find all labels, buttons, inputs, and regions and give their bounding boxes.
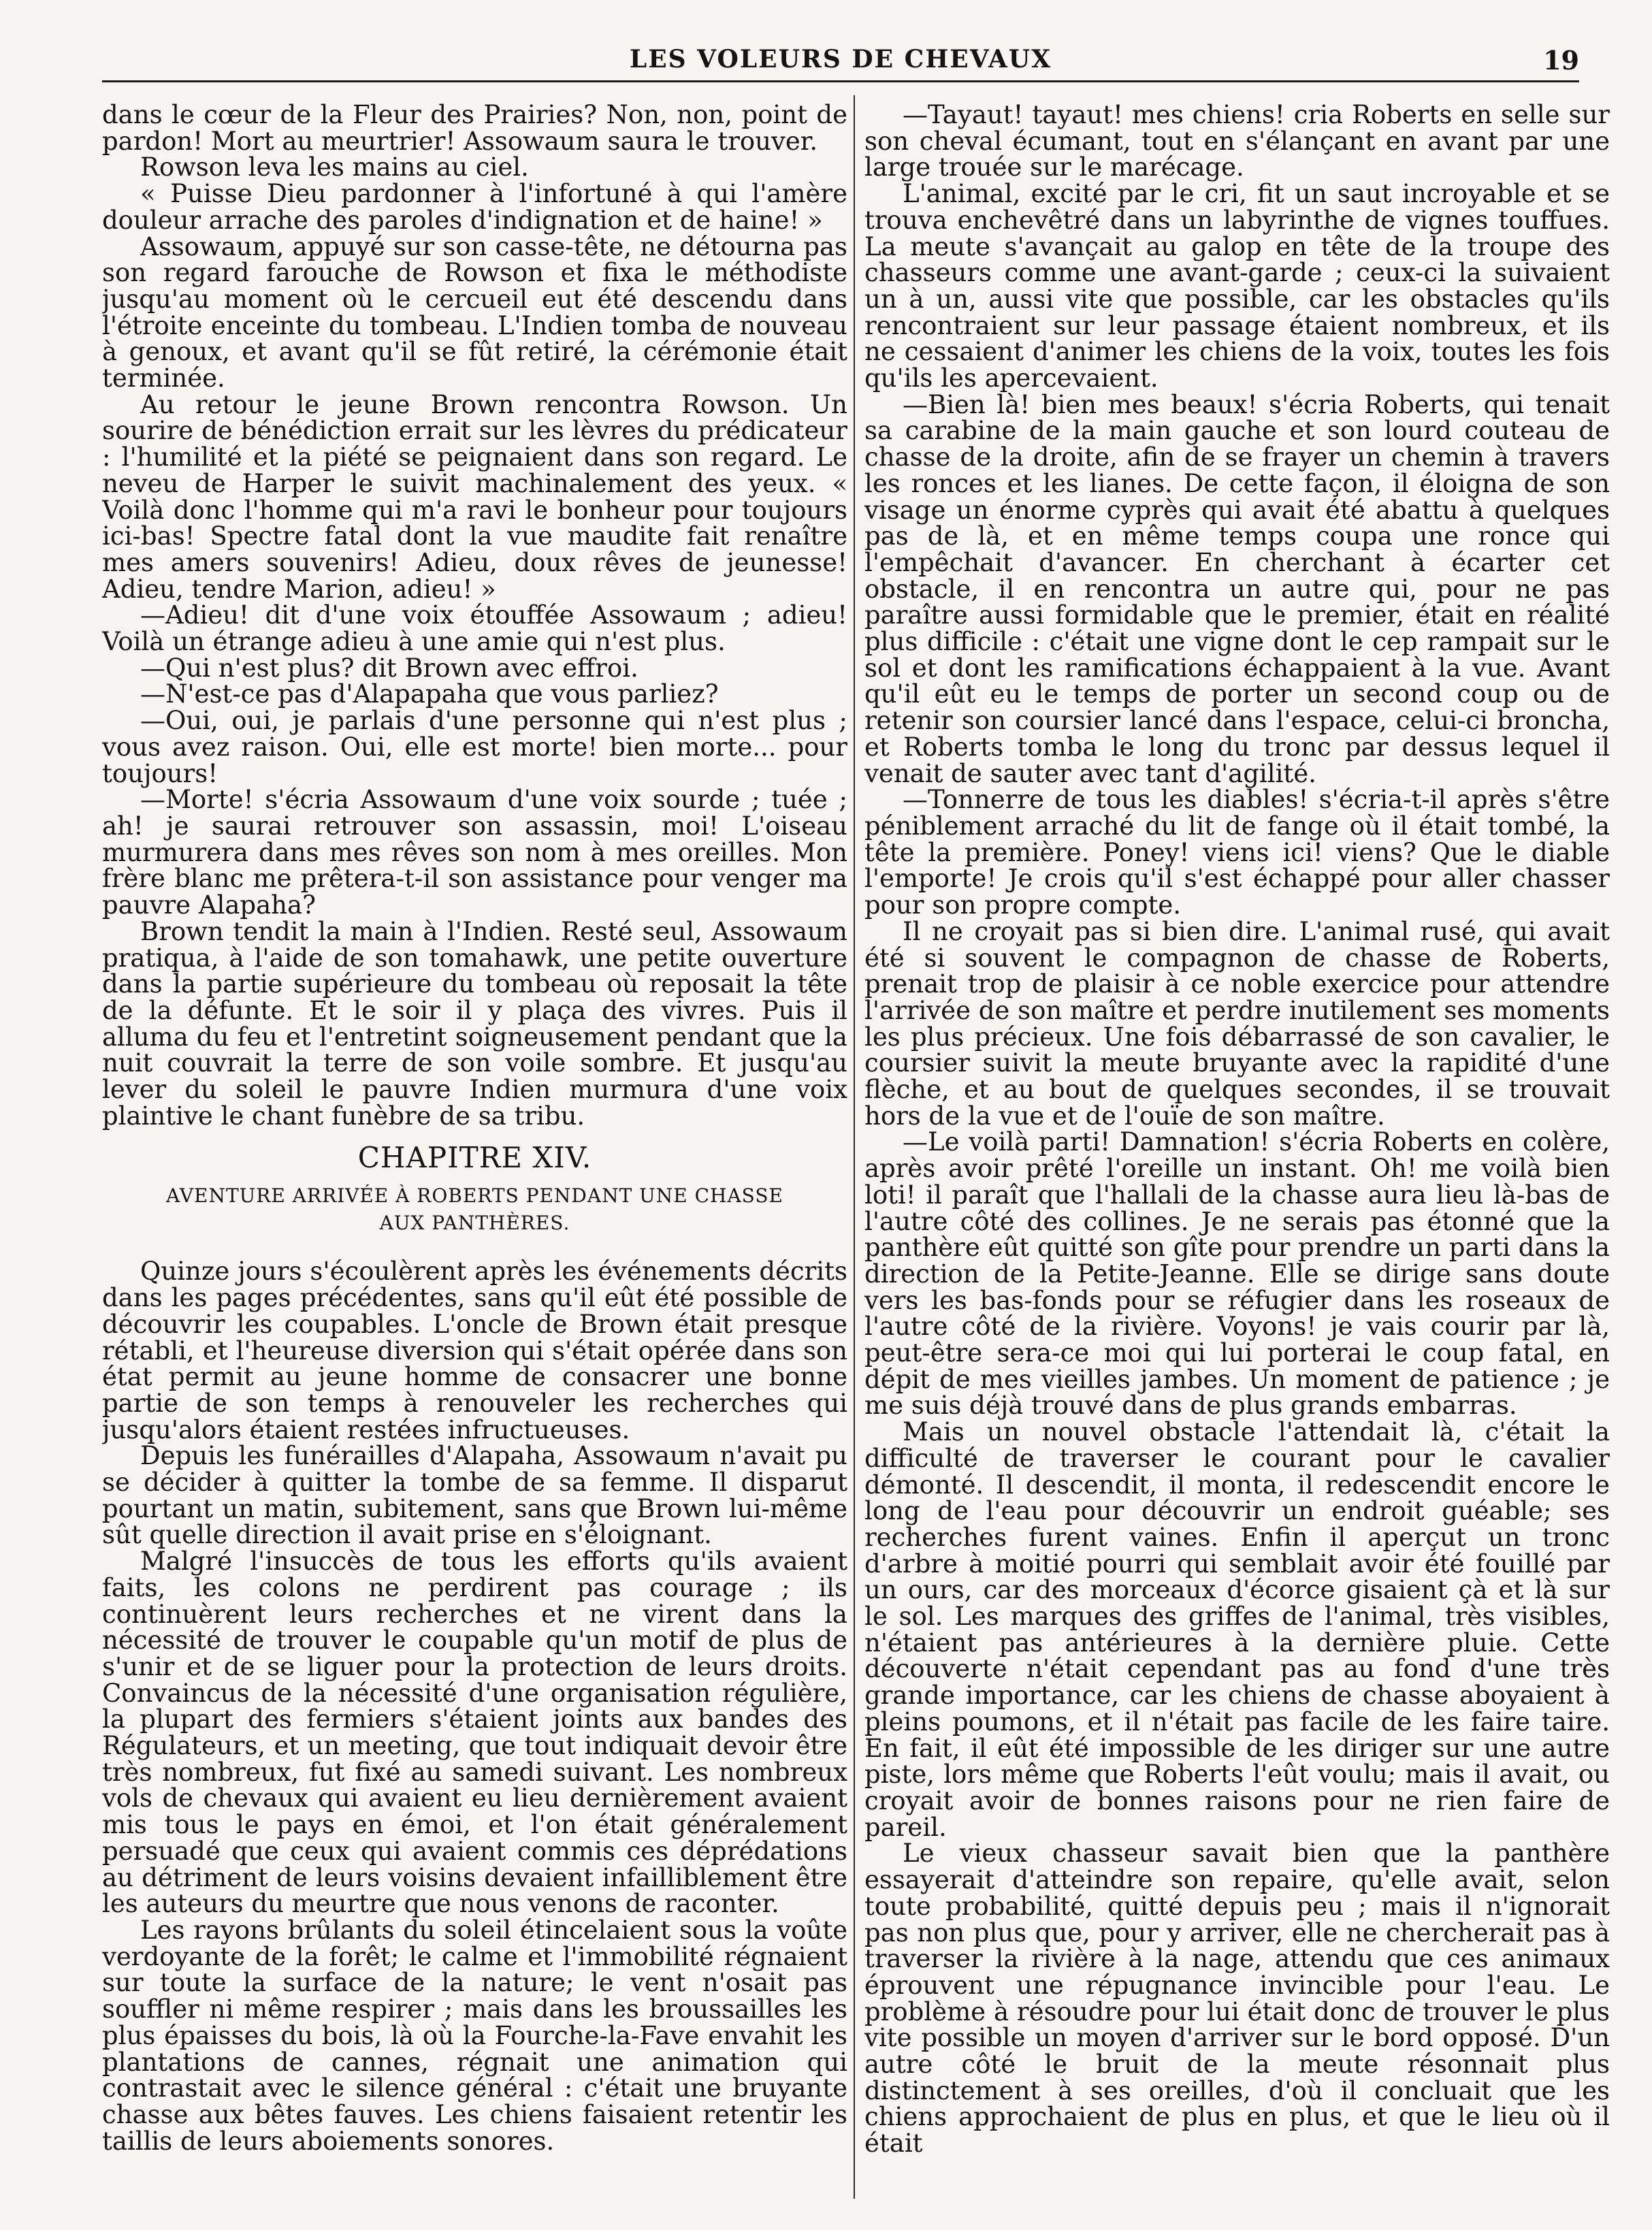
paragraph: Rowson leva les mains au ciel. bbox=[140, 152, 529, 182]
paragraph: « Puisse Dieu pardonner à l'infortuné à qui l'amère douleur arrache des paroles d'indignation et de haine! » bbox=[102, 179, 847, 235]
paragraph: Assowaum, appuyé sur son casse-tête, ne détourna pas son regard farouche de Rowson et fixa le méthodiste jusqu'au moment où le cercueil eut été descendu dans l'étroite enceinte du tombeau. L'Indien tomba de nouveau à genoux, et avant qu'il se fût retiré, la cérémonie était terminée. bbox=[102, 231, 847, 393]
paragraph: Malgré l'insuccès de tous les efforts qu'ils avaient faits, les colons ne perdirent pas courage ; ils continuèrent leurs recherches et ne virent dans la nécessité de trouver le coupable qu'un motif de plus de s'unir et de se liguer pour la protection de leurs droits. Convaincus de la nécessité d'une organisation régulière, la plupart des fermiers s'étaient joints aux bandes des Régulateurs, et un meeting, que tout indiquait devoir être très nombreux, fut fixé au samedi suivant. Les nombreux vols de chevaux qui avaient eu lieu dernièrement avaient mis tous le pays en émoi, et l'on était généralement persuadé que ceux qui avaient commis ces déprédations au détriment de leurs voisins devaient infailliblement être les auteurs du meurtre que nous venons de raconter. bbox=[102, 1547, 847, 1919]
paragraph: —Le voilà parti! Damnation! s'écria Roberts en colère, après avoir prêté l'oreille un instant. Oh! me voilà bien loti! il paraît que l'hallali de la chasse aura lieu là-bas de l'autre côté des collines. Je ne serais pas étonné que la panthère eût quitté son gîte pour prendre un parti dans la direction de la Petite-Jeanne. Elle se dirige sans doute vers les bas-fonds pour se réfugier dans les roseaux de l'autre côté de la rivière. Voyons! je vais courir par là, peut-être sera-ce moi qui lui porterai le coup fatal, en dépit de mes vieilles jambes. Un moment de patience ; je me suis déjà trouvé dans de plus grands embarras. bbox=[864, 1127, 1610, 1421]
paragraph: Mais un nouvel obstacle l'attendait là, c'était la difficulté de traverser le courant pour le cavalier démonté. Il descendit, il monta, il redescendit encore le long de l'eau pour découvrir un endroit guéable; ses recherches furent vaines. Enfin il aperçut un tronc d'arbre à moitié pourri qui semblait avoir été fouillé par un ours, car des morceaux d'écorce gisaient çà et là sur le sol. Les marques des griffes de l'animal, très visibles, n'étaient pas antérieures à la dernière pluie. Cette découverte n'était cependant pas au fond d'une très grande importance, car les chiens de chasse aboyaient à pleins poumons, et il n'était pas facile de les faire taire. En fait, il eût été impossible de les diriger sur une autre piste, lors même que Roberts l'eût voulu; mais il avait, ou croyait avoir de bonnes raisons pour ne rien faire de pareil. bbox=[864, 1417, 1610, 1842]
paragraph: Il ne croyait pas si bien dire. L'animal rusé, qui avait été si souvent le compagnon de chasse de Roberts, prenait trop de plaisir à ce noble exercice pour attendre l'arrivée de son maître et perdre inutilement ses moments les plus précieux. Une fois débarrassé de son cavalier, le coursier suivit la meute bruyante avec la rapidité d'une flèche, et au bout de quelques secondes, il se trouvait hors de la vue et de l'ouïe de son maître. bbox=[864, 916, 1610, 1131]
chapter-title: CHAPITRE XIV. bbox=[357, 1141, 592, 1175]
page-number: 19 bbox=[1543, 45, 1579, 76]
left-column bbox=[102, 102, 847, 2192]
paragraph: Brown tendit la main à l'Indien. Resté seul, Assowaum pratiqua, à l'aide de son tomahawk, une petite ouverture dans la partie supérieure du tombeau où reposait la tête de la défunte. Et le soir il y plaça des vivres. Puis il alluma du feu et l'entretint soigneusement pendant que la nuit couvrait la terre de son voile sombre. Et jusqu'au lever du soleil le pauvre Indien murmura d'une voix plaintive le chant funèbre de sa tribu. bbox=[102, 916, 847, 1131]
page-header bbox=[102, 42, 1579, 82]
paragraph: —Qui n'est plus? dit Brown avec effroi. bbox=[140, 653, 638, 683]
paragraph: Les rayons brûlants du soleil étincelaient sous la voûte verdoyante de la forêt; le calme et l'immobilité régnaient sur toute la surface de la nature; le vent n'osait pas souffler ni même respirer ; mais dans les broussailles les plus épaisses du bois, là où la Fourche-la-Fave envahit les plantations de cannes, régnait une animation qui contrastait avec le silence général : c'était une bruyante chasse aux bêtes fauves. Les chiens faisaient retentir les taillis de leurs aboiements sonores. bbox=[102, 1916, 847, 2156]
paragraph: Au retour le jeune Brown rencontra Rowson. Un sourire de bénédiction errait sur les lèvres du prédicateur : l'humilité et la piété se peignaient dans son regard. Le neveu de Harper le suivit machinalement des yeux. « Voilà donc l'homme qui m'a ravi le bonheur pour toujours ici-bas! Spectre fatal dont la vue maudite fait renaître mes amers souvenirs! Adieu, doux rêves de jeunesse! Adieu, tendre Marion, adieu! » bbox=[102, 389, 847, 604]
paragraph: Le vieux chasseur savait bien que la panthère essayerait d'atteindre son repaire, qu'elle avait, selon toute probabilité, quitté depuis peu ; mais il n'ignorait pas non plus que, pour y arriver, elle ne chercherait pas à traverser la rivière à la nage, attendu que ces animaux éprouvent une répugnance invincible pour l'eau. Le problème à résoudre pour lui était donc de trouver le plus vite possible un moyen d'arriver sur le bord opposé. D'un autre côté le bruit de la meute résonnait plus distinctement à ses oreilles, d'où il concluait que les chiens approchaient de plus en plus, et que le lieu où il était bbox=[864, 1839, 1610, 2159]
paragraph: L'animal, excité par le cri, fit un saut incroyable et se trouva enchevêtré dans un labyrinthe de vignes touffues. La meute s'avançait au galop en tête de la troupe des chasseurs comme une avant-garde ; ceux-ci la suivaient un à un, aussi vite que possible, car les obstacles qu'ils rencontraient sur leur passage étaient nombreux, et ils ne cessaient d'animer les chiens de la voix, toutes les fois qu'ils les apercevaient. bbox=[864, 179, 1610, 393]
paragraph: Quinze jours s'écoulèrent après les événements décrits dans les pages précédentes, sans qu'il eût été possible de découvrir les coupables. L'oncle de Brown était presque rétabli, et l'heureuse diversion qui s'était opérée dans son état permit au jeune homme de consacrer une bonne partie de son temps à renouveler les recherches qui jusqu'alors étaient restées infructueuses. bbox=[102, 1257, 847, 1444]
paragraph: —N'est-ce pas d'Alapapaha que vous parliez? bbox=[140, 679, 719, 709]
chapter-subtitle: AVENTURE ARRIVÉE À ROBERTS PENDANT UNE CHASSE AUX PANTHÈRES. bbox=[166, 1184, 783, 1235]
paragraph: —Adieu! dit d'une voix étouffée Assowaum ; adieu! Voilà un étrange adieu à une amie qui n'est plus. bbox=[102, 600, 847, 657]
running-title: LES VOLEURS DE CHEVAUX bbox=[629, 45, 1052, 74]
paragraph: Depuis les funérailles d'Alapaha, Assowaum n'avait pu se décider à quitter la tombe de sa femme. Il disparut pourtant un matin, subitement, sans que Brown lui-même sût quelle direction il avait prise en s'éloignant. bbox=[102, 1441, 847, 1550]
right-column bbox=[864, 102, 1610, 2192]
paragraph: —Oui, oui, je parlais d'une personne qui n'est plus ; vous avez raison. Oui, elle est morte! bien morte... pour toujours! bbox=[102, 706, 847, 788]
column-divider bbox=[854, 95, 855, 2199]
paragraph: —Morte! s'écria Assowaum d'une voix sourde ; tuée ; ah! je saurai retrouver son assassin, moi! L'oiseau murmurera dans mes rêves son nom à mes oreilles. Mon frère blanc me prêtera-t-il son assistance pour venger ma pauvre Alapaha? bbox=[102, 785, 847, 920]
paragraph: —Bien là! bien mes beaux! s'écria Roberts, qui tenait sa carabine de la main gauche et son lourd couteau de chasse de la droite, afin de se frayer un chemin à travers les ronces et les lianes. De cette façon, il éloigna de son visage un énorme cyprès qui avait été abattu à quelques pas de là, et en même temps coupa une ronce qui l'empêchait d'avancer. En cherchant à écarter cet obstacle, il en rencontra un autre qui, pour ne pas paraître aussi formidable que le premier, était en réalité plus difficile : c'était une vigne dont le cep rampait sur le sol et dont les ramifications échappaient à la vue. Avant qu'il eût eu le temps de porter un second coup ou de retenir son coursier lancé dans l'espace, celui-ci broncha, et Roberts tomba le long du tronc par dessus lequel il venait de sauter avec tant d'agilité. bbox=[864, 389, 1610, 788]
paragraph: —Tayaut! tayaut! mes chiens! cria Roberts en selle sur son cheval écumant, tout en s'élançant en avant par une large trouée sur le marécage. bbox=[864, 102, 1610, 182]
paragraph: —Tonnerre de tous les diables! s'écria-t-il après s'être péniblement arraché du lit de fange où il était tombé, la tête la première. Poney! viens ici! viens? Que le diable l'emporte! Je crois qu'il s'est échappé pour aller chasser pour son propre compte. bbox=[864, 785, 1610, 920]
paragraph: dans le cœur de la Fleur des Prairies? Non, non, point de pardon! Mort au meurtrier! Assowaum saura le trouver. bbox=[102, 102, 847, 156]
